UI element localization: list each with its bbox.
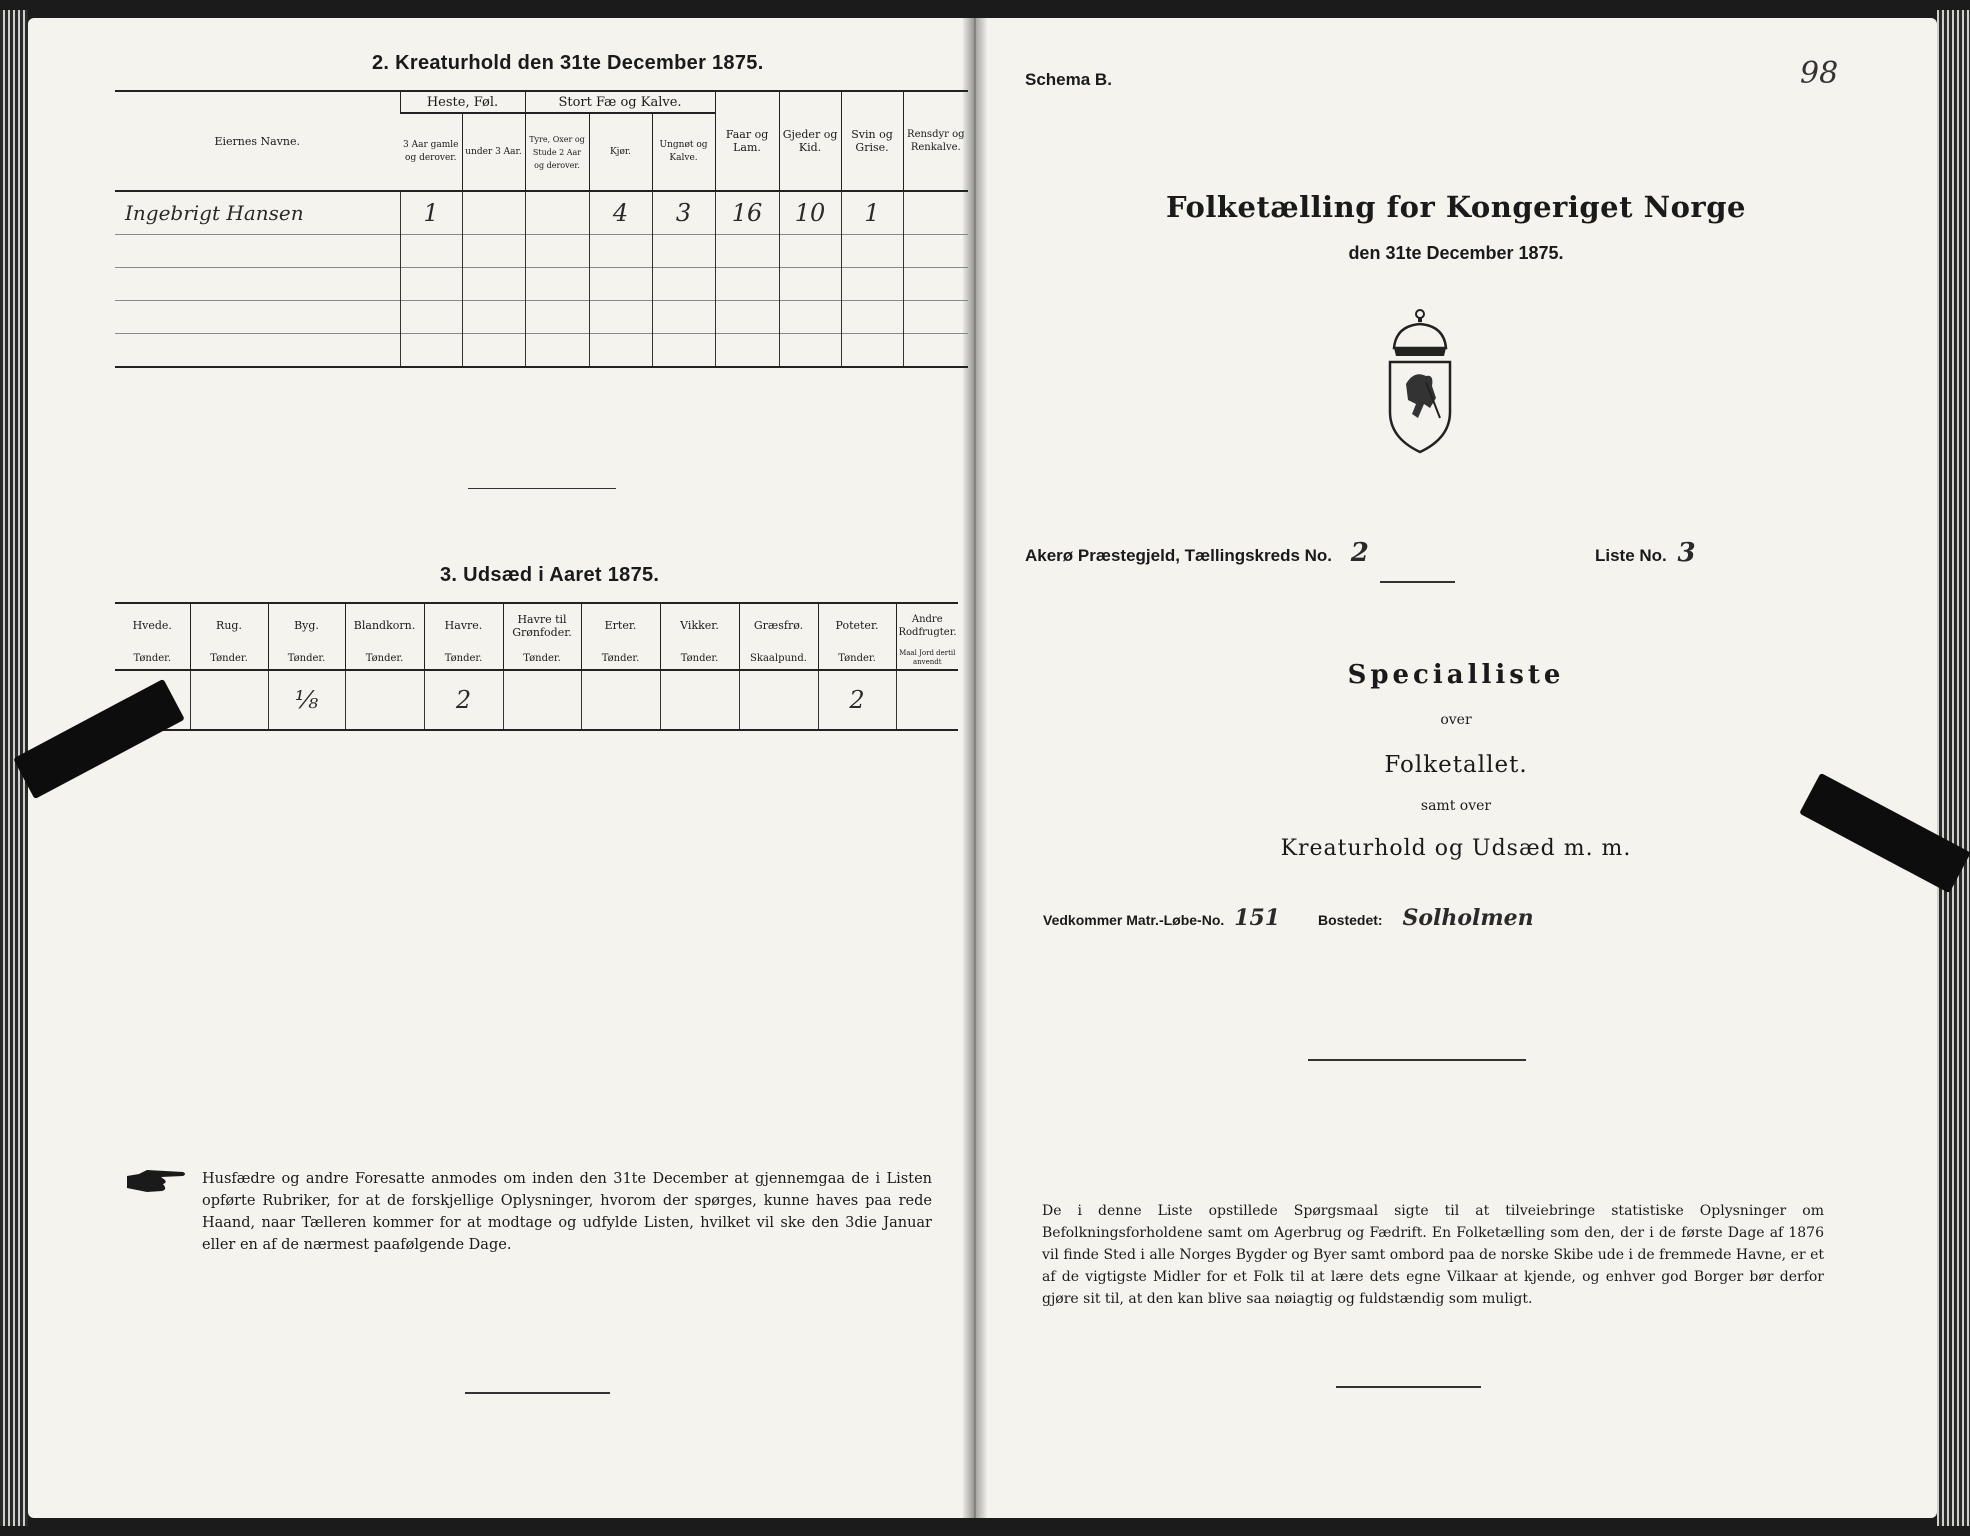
- col-stort-c: Ungnøt og Kalve.: [652, 113, 715, 191]
- table-cell: [462, 191, 525, 235]
- liste-number: 3: [1677, 538, 1696, 568]
- col-owner-names: Eiernes Navne.: [115, 91, 400, 191]
- unit-label: Tønder.: [818, 647, 896, 670]
- page-edges-right: [1937, 10, 1970, 1526]
- matr-line: [1043, 905, 1280, 931]
- col-graesfro: Græsfrø.: [739, 603, 818, 647]
- col-stort-a: Tyre, Oxer og Stude 2 Aar og derover.: [525, 113, 589, 191]
- col-poteter: Poteter.: [818, 603, 896, 647]
- bosted-line: [1318, 905, 1534, 931]
- group-stort-fae: Stort Fæ og Kalve.: [525, 91, 715, 113]
- table-cell: [660, 670, 739, 730]
- col-rug: Rug.: [190, 603, 268, 647]
- unit-label: Tønder.: [503, 647, 581, 670]
- unit-label: Tønder.: [424, 647, 503, 670]
- divider-rule: [1336, 1386, 1481, 1388]
- table-row: [115, 268, 968, 301]
- bosted-value: Solholmen: [1402, 905, 1534, 931]
- col-vikker: Vikker.: [660, 603, 739, 647]
- page-number: 98: [1800, 56, 1839, 91]
- table-cell: [345, 670, 424, 730]
- document-date: den 31te December 1875.: [1348, 243, 1564, 263]
- divider-rule: [468, 488, 616, 489]
- parish-number: 2: [1350, 538, 1369, 568]
- pointing-hand-icon: [125, 1168, 187, 1196]
- unit-label: Maal Jord dertil anvendt: [896, 647, 958, 670]
- table-cell: [896, 670, 958, 730]
- bosted-label: Bostedet:: [1318, 912, 1383, 928]
- col-havre: Havre.: [424, 603, 503, 647]
- unit-label: Skaalpund.: [739, 647, 818, 670]
- table-row: [115, 670, 958, 730]
- unit-label: Tønder.: [581, 647, 660, 670]
- liste-label: Liste No.: [1595, 546, 1667, 565]
- unit-label: Tønder.: [133, 652, 172, 664]
- over-text: over: [1440, 712, 1472, 728]
- unit-label: Tønder.: [345, 647, 424, 670]
- livestock-table: [115, 90, 968, 368]
- col-erter: Erter.: [581, 603, 660, 647]
- table-cell: 1: [841, 191, 903, 235]
- table-cell: [525, 191, 589, 235]
- table-cell: ⅛: [268, 670, 345, 730]
- table-row: [115, 191, 968, 235]
- unit-label: Tønder.: [190, 647, 268, 670]
- col-svin: Svin og Grise.: [841, 91, 903, 191]
- divider-rule: [1308, 1059, 1526, 1061]
- kreaturhold-heading: Kreaturhold og Udsæd m. m.: [1280, 836, 1632, 861]
- section3-title: 3. Udsæd i Aaret 1875.: [440, 564, 660, 586]
- samt-over-text: samt over: [1420, 798, 1492, 814]
- parish-line: [1025, 538, 1369, 568]
- census-footer-note: De i denne Liste opstillede Spørgsmaal sigte til at tilveiebringe statistiske Oplysninger om Befolkningsforholdene samt om Agerbrug og Fædrift. En Folketælling som den, der i de første Dage af 1876 vil finde Sted i alle Norges Bygder og Byer samt ombord paa de norske Skibe ude i de fremmede Havne, er et af de vigtigste Midler for et Folk til at lære dets egne Vilkaar at kjende, og enhver god Borger bør derfor gjøre sit til, at den kan blive saa nøiagtig og fuldstændig som muligt.: [1042, 1203, 1824, 1307]
- table-cell: [739, 670, 818, 730]
- col-andre-rodfrugter: Andre Rodfrugter.: [896, 603, 958, 647]
- group-heste: Heste, Føl.: [400, 91, 525, 113]
- instruction-note: Husfædre og andre Foresatte anmodes om inden den 31te December at gjennemgaa de i Listen opførte Rubriker, for at de forskjellige Oplysninger, hvorom der spørges, kunne haves paa rede Haand, naar Tælleren kommer for at modtage og udfylde Listen, hvilket vil ske den 3die Januar eller en af de nærmest paafølgende Dage.: [202, 1171, 932, 1253]
- col-heste-a: 3 Aar gamle og derover.: [400, 113, 462, 191]
- table-cell: 2: [424, 670, 503, 730]
- table-cell: 3: [652, 191, 715, 235]
- table-cell: 16: [715, 191, 779, 235]
- specialliste-heading: Specialliste: [1347, 660, 1565, 690]
- col-blandkorn: Blandkorn.: [345, 603, 424, 647]
- unit-label: Tønder.: [660, 647, 739, 670]
- table-row: [115, 334, 968, 368]
- liste-line: [1595, 538, 1696, 568]
- table-row: [115, 235, 968, 268]
- col-hvede: Hvede.: [132, 619, 172, 632]
- table-cell: [503, 670, 581, 730]
- unit-label: Tønder.: [268, 647, 345, 670]
- table-cell: 10: [779, 191, 841, 235]
- folketallet-heading: Folketallet.: [1384, 752, 1528, 778]
- table-cell: 1: [400, 191, 462, 235]
- owner-name-cell: Ingebrigt Hansen: [115, 191, 400, 235]
- table-row: [115, 301, 968, 334]
- table-cell: 4: [589, 191, 652, 235]
- col-stort-b: Kjør.: [589, 113, 652, 191]
- col-rensdyr: Rensdyr og Renkalve.: [903, 91, 968, 191]
- divider-rule: [465, 1392, 610, 1394]
- parish-label: Akerø Præstegjeld, Tællingskreds No.: [1025, 546, 1333, 565]
- schema-label: Schema B.: [1025, 70, 1112, 89]
- col-faar: Faar og Lam.: [715, 91, 779, 191]
- table-cell: [581, 670, 660, 730]
- col-havre-gronfoder: Havre til Grønfoder.: [503, 603, 581, 647]
- col-gjeder: Gjeder og Kid.: [779, 91, 841, 191]
- divider-rule: [1380, 581, 1455, 583]
- section2-title: 2. Kreaturhold den 31te December 1875.: [372, 52, 764, 74]
- col-heste-b: under 3 Aar.: [462, 113, 525, 191]
- document-title: Folketælling for Kongeriget Norge: [1166, 190, 1746, 224]
- table-cell: [903, 191, 968, 235]
- matr-number: 151: [1234, 905, 1281, 931]
- matr-label: Vedkommer Matr.-Løbe-No.: [1043, 912, 1225, 928]
- coat-of-arms-icon: [1380, 308, 1460, 454]
- col-byg: Byg.: [268, 603, 345, 647]
- seed-table: [115, 602, 958, 731]
- table-cell: [190, 670, 268, 730]
- table-cell: 2: [818, 670, 896, 730]
